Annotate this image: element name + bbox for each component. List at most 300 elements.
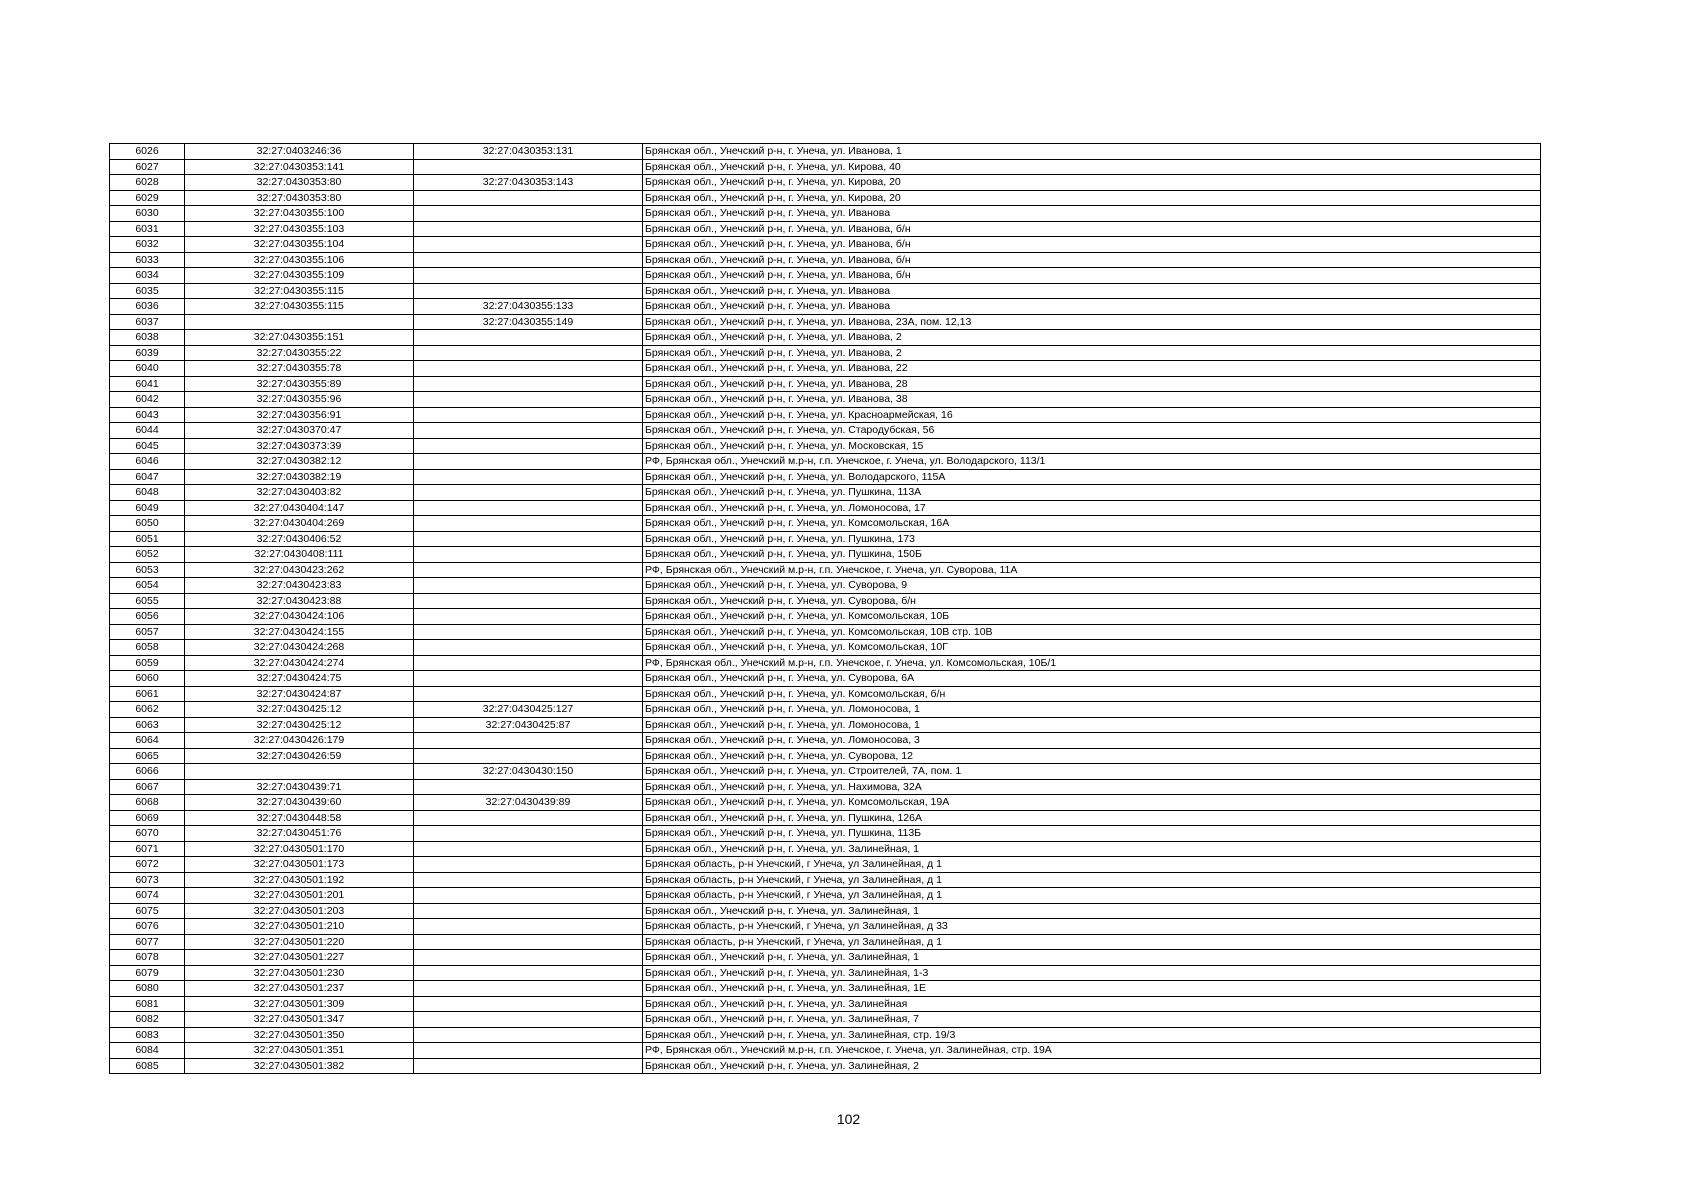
part-cadastral-number-cell [414, 206, 643, 222]
part-cadastral-number-cell [414, 252, 643, 268]
table-row [110, 407, 1541, 423]
row-number-cell: 6049 [110, 500, 185, 516]
address-cell: Брянская обл., Унечский р-н, г. Унеча, ул. Кирова, 20 [643, 175, 1541, 191]
row-number-cell: 6043 [110, 407, 185, 423]
table-row [110, 934, 1541, 950]
part-cadastral-number-cell [414, 981, 643, 997]
row-number-cell: 6080 [110, 981, 185, 997]
row-number-cell: 6052 [110, 547, 185, 563]
cadastral-number-cell: 32:27:0430373:39 [185, 438, 414, 454]
table-row [110, 237, 1541, 253]
part-cadastral-number-cell [414, 190, 643, 206]
row-number-cell: 6073 [110, 872, 185, 888]
part-cadastral-number-cell: 32:27:0430353:143 [414, 175, 643, 191]
table-row [110, 1027, 1541, 1043]
address-cell: Брянская обл., Унечский р-н, г. Унеча, ул. Суворова, 6А [643, 671, 1541, 687]
cadastral-number-cell: 32:27:0430448:58 [185, 810, 414, 826]
part-cadastral-number-cell [414, 671, 643, 687]
row-number-cell: 6047 [110, 469, 185, 485]
table-row [110, 454, 1541, 470]
part-cadastral-number-cell [414, 903, 643, 919]
part-cadastral-number-cell: 32:27:0430355:133 [414, 299, 643, 315]
row-number-cell: 6035 [110, 283, 185, 299]
cadastral-number-cell: 32:27:0430424:106 [185, 609, 414, 625]
cadastral-number-cell: 32:27:0430501:192 [185, 872, 414, 888]
table-row [110, 1058, 1541, 1074]
row-number-cell: 6034 [110, 268, 185, 284]
cadastral-number-cell: 32:27:0430425:12 [185, 702, 414, 718]
table-row [110, 221, 1541, 237]
part-cadastral-number-cell [414, 578, 643, 594]
row-number-cell: 6058 [110, 640, 185, 656]
table-row [110, 516, 1541, 532]
part-cadastral-number-cell [414, 500, 643, 516]
table-row [110, 903, 1541, 919]
cadastral-number-cell: 32:27:0430355:103 [185, 221, 414, 237]
cadastral-number-cell: 32:27:0430423:262 [185, 562, 414, 578]
part-cadastral-number-cell [414, 965, 643, 981]
table-row [110, 330, 1541, 346]
row-number-cell: 6030 [110, 206, 185, 222]
table-row [110, 888, 1541, 904]
cadastral-number-cell: 32:27:0430356:91 [185, 407, 414, 423]
cadastral-number-cell: 32:27:0430439:71 [185, 779, 414, 795]
address-cell: Брянская обл., Унечский р-н, г. Унеча, ул. Залинейная [643, 996, 1541, 1012]
address-cell: Брянская обл., Унечский р-н, г. Унеча, ул. Иванова, 38 [643, 392, 1541, 408]
part-cadastral-number-cell [414, 237, 643, 253]
address-cell: Брянская обл., Унечский р-н, г. Унеча, ул. Пушкина, 126А [643, 810, 1541, 826]
address-cell: РФ, Брянская обл., Унечский м.р-н, г.п. Унечское, г. Унеча, ул. Володарского, 113/1 [643, 454, 1541, 470]
part-cadastral-number-cell [414, 516, 643, 532]
cadastral-number-cell: 32:27:0430424:274 [185, 655, 414, 671]
cadastral-number-cell: 32:27:0430382:19 [185, 469, 414, 485]
cadastral-number-cell: 32:27:0430355:109 [185, 268, 414, 284]
address-cell: Брянская обл., Унечский р-н, г. Унеча, ул. Иванова, б/н [643, 268, 1541, 284]
table-row [110, 919, 1541, 935]
table-row [110, 826, 1541, 842]
cadastral-number-cell: 32:27:0430355:89 [185, 376, 414, 392]
table-row [110, 624, 1541, 640]
row-number-cell: 6085 [110, 1058, 185, 1074]
row-number-cell: 6069 [110, 810, 185, 826]
address-cell: Брянская обл., Унечский р-н, г. Унеча, ул. Залинейная, 1 [643, 903, 1541, 919]
cadastral-number-cell: 32:27:0430403:82 [185, 485, 414, 501]
cadastral-number-cell: 32:27:0430424:87 [185, 686, 414, 702]
address-cell: Брянская обл., Унечский р-н, г. Унеча, ул. Иванова [643, 299, 1541, 315]
table-row [110, 764, 1541, 780]
part-cadastral-number-cell [414, 934, 643, 950]
address-cell: Брянская обл., Унечский р-н, г. Унеча, ул. Ломоносова, 1 [643, 717, 1541, 733]
address-cell: Брянская обл., Унечский р-н, г. Унеча, ул. Красноармейская, 16 [643, 407, 1541, 423]
part-cadastral-number-cell [414, 919, 643, 935]
cadastral-number-cell: 32:27:0430353:80 [185, 175, 414, 191]
table-row [110, 965, 1541, 981]
row-number-cell: 6070 [110, 826, 185, 842]
address-cell: Брянская обл., Унечский р-н, г. Унеча, ул. Суворова, б/н [643, 593, 1541, 609]
cadastral-number-cell: 32:27:0430425:12 [185, 717, 414, 733]
row-number-cell: 6068 [110, 795, 185, 811]
table-row [110, 190, 1541, 206]
part-cadastral-number-cell [414, 531, 643, 547]
address-cell: Брянская обл., Унечский р-н, г. Унеча, ул. Комсомольская, б/н [643, 686, 1541, 702]
cadastral-number-cell: 32:27:0430501:382 [185, 1058, 414, 1074]
table-row [110, 562, 1541, 578]
cadastral-number-cell: 32:27:0430355:115 [185, 299, 414, 315]
cadastral-number-cell: 32:27:0430501:347 [185, 1012, 414, 1028]
cadastral-number-cell: 32:27:0430501:170 [185, 841, 414, 857]
table-row [110, 345, 1541, 361]
address-cell: Брянская обл., Унечский р-н, г. Унеча, ул. Залинейная, 1 [643, 841, 1541, 857]
address-cell: Брянская обл., Унечский р-н, г. Унеча, ул. Нахимова, 32А [643, 779, 1541, 795]
address-cell: Брянская обл., Унечский р-н, г. Унеча, ул. Иванова [643, 283, 1541, 299]
part-cadastral-number-cell [414, 888, 643, 904]
address-cell: Брянская обл., Унечский р-н, г. Унеча, ул. Иванова, б/н [643, 252, 1541, 268]
cadastral-number-cell: 32:27:0430501:227 [185, 950, 414, 966]
address-cell: Брянская обл., Унечский р-н, г. Унеча, ул. Пушкина, 173 [643, 531, 1541, 547]
table-row [110, 578, 1541, 594]
address-cell: Брянская обл., Унечский р-н, г. Унеча, ул. Иванова, 22 [643, 361, 1541, 377]
table-row [110, 810, 1541, 826]
part-cadastral-number-cell: 32:27:0430430:150 [414, 764, 643, 780]
address-cell: Брянская обл., Унечский р-н, г. Унеча, ул. Пушкина, 150Б [643, 547, 1541, 563]
cadastral-number-cell: 32:27:0430355:151 [185, 330, 414, 346]
address-cell: Брянская обл., Унечский р-н, г. Унеча, ул. Строителей, 7А, пом. 1 [643, 764, 1541, 780]
address-cell: Брянская обл., Унечский р-н, г. Унеча, ул. Залинейная, 1-3 [643, 965, 1541, 981]
row-number-cell: 6054 [110, 578, 185, 594]
row-number-cell: 6060 [110, 671, 185, 687]
address-cell: Брянская обл., Унечский р-н, г. Унеча, ул. Комсомольская, 10Б [643, 609, 1541, 625]
address-cell: Брянская обл., Унечский р-н, г. Унеча, ул. Иванова, 28 [643, 376, 1541, 392]
address-cell: Брянская обл., Унечский р-н, г. Унеча, ул. Комсомольская, 19А [643, 795, 1541, 811]
cadastral-number-cell: 32:27:0430355:78 [185, 361, 414, 377]
row-number-cell: 6056 [110, 609, 185, 625]
address-cell: Брянская обл., Унечский р-н, г. Унеча, ул. Ломоносова, 17 [643, 500, 1541, 516]
table-row [110, 376, 1541, 392]
cadastral-number-cell: 32:27:0430424:155 [185, 624, 414, 640]
address-cell: Брянская обл., Унечский р-н, г. Унеча, ул. Залинейная, 1 [643, 950, 1541, 966]
cadastral-number-cell: 32:27:0430353:141 [185, 159, 414, 175]
address-cell: Брянская область, р-н Унечский, г Унеча, ул Залинейная, д 1 [643, 934, 1541, 950]
table-row [110, 686, 1541, 702]
cadastral-number-cell: 32:27:0430424:268 [185, 640, 414, 656]
table-row [110, 144, 1541, 160]
cadastral-number-cell: 32:27:0430501:350 [185, 1027, 414, 1043]
part-cadastral-number-cell [414, 1027, 643, 1043]
row-number-cell: 6076 [110, 919, 185, 935]
part-cadastral-number-cell: 32:27:0430353:131 [414, 144, 643, 160]
address-cell: Брянская обл., Унечский р-н, г. Унеча, ул. Комсомольская, 16А [643, 516, 1541, 532]
row-number-cell: 6066 [110, 764, 185, 780]
part-cadastral-number-cell [414, 826, 643, 842]
table-row [110, 283, 1541, 299]
cadastral-number-cell: 32:27:0430355:106 [185, 252, 414, 268]
row-number-cell: 6042 [110, 392, 185, 408]
row-number-cell: 6065 [110, 748, 185, 764]
address-cell: Брянская обл., Унечский р-н, г. Унеча, ул. Иванова, 2 [643, 330, 1541, 346]
part-cadastral-number-cell: 32:27:0430425:87 [414, 717, 643, 733]
row-number-cell: 6059 [110, 655, 185, 671]
row-number-cell: 6045 [110, 438, 185, 454]
address-cell: Брянская обл., Унечский р-н, г. Унеча, ул. Залинейная, 1Е [643, 981, 1541, 997]
part-cadastral-number-cell [414, 810, 643, 826]
part-cadastral-number-cell [414, 469, 643, 485]
part-cadastral-number-cell [414, 361, 643, 377]
part-cadastral-number-cell [414, 748, 643, 764]
table-row [110, 268, 1541, 284]
address-cell: Брянская обл., Унечский р-н, г. Унеча, ул. Суворова, 9 [643, 578, 1541, 594]
cadastral-number-cell: 32:27:0430353:80 [185, 190, 414, 206]
address-cell: РФ, Брянская обл., Унечский м.р-н, г.п. Унечское, г. Унеча, ул. Суворова, 11А [643, 562, 1541, 578]
address-cell: Брянская обл., Унечский р-н, г. Унеча, ул. Залинейная, 7 [643, 1012, 1541, 1028]
address-cell: Брянская обл., Унечский р-н, г. Унеча, ул. Иванова, 2 [643, 345, 1541, 361]
address-cell: Брянская обл., Унечский р-н, г. Унеча, ул. Залинейная, 2 [643, 1058, 1541, 1074]
part-cadastral-number-cell [414, 283, 643, 299]
row-number-cell: 6039 [110, 345, 185, 361]
address-cell: Брянская обл., Унечский р-н, г. Унеча, ул. Иванова, б/н [643, 237, 1541, 253]
table-row [110, 1043, 1541, 1059]
table-row [110, 872, 1541, 888]
cadastral-number-cell: 32:27:0430426:59 [185, 748, 414, 764]
address-cell: Брянская область, р-н Унечский, г Унеча, ул Залинейная, д 1 [643, 872, 1541, 888]
part-cadastral-number-cell: 32:27:0430439:89 [414, 795, 643, 811]
cadastral-number-cell: 32:27:0430501:203 [185, 903, 414, 919]
address-cell: Брянская обл., Унечский р-н, г. Унеча, ул. Володарского, 115А [643, 469, 1541, 485]
cadastral-number-cell: 32:27:0430355:22 [185, 345, 414, 361]
table-row [110, 500, 1541, 516]
row-number-cell: 6071 [110, 841, 185, 857]
row-number-cell: 6050 [110, 516, 185, 532]
table-row [110, 702, 1541, 718]
part-cadastral-number-cell [414, 268, 643, 284]
table-row [110, 469, 1541, 485]
part-cadastral-number-cell [414, 841, 643, 857]
row-number-cell: 6033 [110, 252, 185, 268]
registry-table-body [110, 144, 1541, 1074]
part-cadastral-number-cell [414, 221, 643, 237]
part-cadastral-number-cell [414, 655, 643, 671]
cadastral-number-cell: 32:27:0430408:111 [185, 547, 414, 563]
row-number-cell: 6078 [110, 950, 185, 966]
table-row [110, 252, 1541, 268]
row-number-cell: 6041 [110, 376, 185, 392]
row-number-cell: 6031 [110, 221, 185, 237]
table-row [110, 159, 1541, 175]
cadastral-number-cell: 32:27:0430501:230 [185, 965, 414, 981]
row-number-cell: 6040 [110, 361, 185, 377]
part-cadastral-number-cell [414, 454, 643, 470]
table-row [110, 531, 1541, 547]
part-cadastral-number-cell [414, 686, 643, 702]
row-number-cell: 6057 [110, 624, 185, 640]
row-number-cell: 6046 [110, 454, 185, 470]
row-number-cell: 6067 [110, 779, 185, 795]
row-number-cell: 6051 [110, 531, 185, 547]
row-number-cell: 6026 [110, 144, 185, 160]
table-row [110, 640, 1541, 656]
address-cell: Брянская обл., Унечский р-н, г. Унеча, ул. Иванова [643, 206, 1541, 222]
address-cell: Брянская обл., Унечский р-н, г. Унеча, ул. Стародубская, 56 [643, 423, 1541, 439]
table-row [110, 609, 1541, 625]
cadastral-number-cell: 32:27:0403246:36 [185, 144, 414, 160]
table-row [110, 593, 1541, 609]
table-row [110, 438, 1541, 454]
table-row [110, 1012, 1541, 1028]
cadastral-number-cell: 32:27:0430424:75 [185, 671, 414, 687]
part-cadastral-number-cell [414, 1058, 643, 1074]
cadastral-number-cell: 32:27:0430501:220 [185, 934, 414, 950]
address-cell: Брянская обл., Унечский р-н, г. Унеча, ул. Иванова, 1 [643, 144, 1541, 160]
address-cell: Брянская обл., Унечский р-н, г. Унеча, ул. Ломоносова, 1 [643, 702, 1541, 718]
cadastral-number-cell: 32:27:0430406:52 [185, 531, 414, 547]
part-cadastral-number-cell [414, 624, 643, 640]
table-row [110, 950, 1541, 966]
address-cell: Брянская обл., Унечский р-н, г. Унеча, ул. Иванова, 23А, пом. 12,13 [643, 314, 1541, 330]
cadastral-number-cell: 32:27:0430501:173 [185, 857, 414, 873]
row-number-cell: 6028 [110, 175, 185, 191]
cadastral-number-cell: 32:27:0430355:100 [185, 206, 414, 222]
part-cadastral-number-cell: 32:27:0430425:127 [414, 702, 643, 718]
table-row [110, 981, 1541, 997]
cadastral-number-cell: 32:27:0430370:47 [185, 423, 414, 439]
part-cadastral-number-cell [414, 1012, 643, 1028]
address-cell: Брянская обл., Унечский р-н, г. Унеча, ул. Кирова, 20 [643, 190, 1541, 206]
address-cell: Брянская обл., Унечский р-н, г. Унеча, ул. Комсомольская, 10Г [643, 640, 1541, 656]
part-cadastral-number-cell [414, 593, 643, 609]
part-cadastral-number-cell [414, 438, 643, 454]
part-cadastral-number-cell [414, 376, 643, 392]
cadastral-number-cell: 32:27:0430451:76 [185, 826, 414, 842]
cadastral-number-cell: 32:27:0430404:269 [185, 516, 414, 532]
table-row [110, 392, 1541, 408]
table-row [110, 423, 1541, 439]
cadastral-number-cell [185, 314, 414, 330]
address-cell: Брянская обл., Унечский р-н, г. Унеча, ул. Кирова, 40 [643, 159, 1541, 175]
part-cadastral-number-cell [414, 485, 643, 501]
row-number-cell: 6048 [110, 485, 185, 501]
part-cadastral-number-cell [414, 392, 643, 408]
row-number-cell: 6037 [110, 314, 185, 330]
table-row [110, 206, 1541, 222]
part-cadastral-number-cell [414, 733, 643, 749]
table-row [110, 857, 1541, 873]
row-number-cell: 6082 [110, 1012, 185, 1028]
table-row [110, 547, 1541, 563]
part-cadastral-number-cell [414, 159, 643, 175]
part-cadastral-number-cell [414, 872, 643, 888]
table-row [110, 485, 1541, 501]
row-number-cell: 6064 [110, 733, 185, 749]
cadastral-number-cell: 32:27:0430501:210 [185, 919, 414, 935]
row-number-cell: 6081 [110, 996, 185, 1012]
cadastral-number-cell: 32:27:0430423:83 [185, 578, 414, 594]
row-number-cell: 6053 [110, 562, 185, 578]
address-cell: РФ, Брянская обл., Унечский м.р-н, г.п. Унечское, г. Унеча, ул. Комсомольская, 10Б/1 [643, 655, 1541, 671]
address-cell: Брянская обл., Унечский р-н, г. Унеча, ул. Пушкина, 113А [643, 485, 1541, 501]
cadastral-number-cell: 32:27:0430355:104 [185, 237, 414, 253]
cadastral-number-cell: 32:27:0430382:12 [185, 454, 414, 470]
row-number-cell: 6036 [110, 299, 185, 315]
address-cell: РФ, Брянская обл., Унечский м.р-н, г.п. Унечское, г. Унеча, ул. Залинейная, стр. 19А [643, 1043, 1541, 1059]
row-number-cell: 6075 [110, 903, 185, 919]
table-row [110, 717, 1541, 733]
row-number-cell: 6072 [110, 857, 185, 873]
part-cadastral-number-cell [414, 562, 643, 578]
part-cadastral-number-cell [414, 330, 643, 346]
part-cadastral-number-cell [414, 950, 643, 966]
cadastral-number-cell: 32:27:0430423:88 [185, 593, 414, 609]
address-cell: Брянская обл., Унечский р-н, г. Унеча, ул. Иванова, б/н [643, 221, 1541, 237]
row-number-cell: 6055 [110, 593, 185, 609]
table-row [110, 841, 1541, 857]
address-cell: Брянская область, р-н Унечский, г Унеча, ул Залинейная, д 33 [643, 919, 1541, 935]
row-number-cell: 6063 [110, 717, 185, 733]
row-number-cell: 6029 [110, 190, 185, 206]
cadastral-number-cell: 32:27:0430501:237 [185, 981, 414, 997]
part-cadastral-number-cell [414, 547, 643, 563]
address-cell: Брянская обл., Унечский р-н, г. Унеча, ул. Московская, 15 [643, 438, 1541, 454]
table-row [110, 779, 1541, 795]
table-row [110, 795, 1541, 811]
part-cadastral-number-cell [414, 407, 643, 423]
part-cadastral-number-cell [414, 640, 643, 656]
cadastral-number-cell: 32:27:0430426:179 [185, 733, 414, 749]
table-row [110, 314, 1541, 330]
table-row [110, 733, 1541, 749]
cadastral-number-cell [185, 764, 414, 780]
row-number-cell: 6027 [110, 159, 185, 175]
cadastral-number-cell: 32:27:0430404:147 [185, 500, 414, 516]
address-cell: Брянская обл., Унечский р-н, г. Унеча, ул. Суворова, 12 [643, 748, 1541, 764]
page-number: 102 [836, 1111, 861, 1127]
address-cell: Брянская обл., Унечский р-н, г. Унеча, ул. Ломоносова, 3 [643, 733, 1541, 749]
part-cadastral-number-cell: 32:27:0430355:149 [414, 314, 643, 330]
row-number-cell: 6032 [110, 237, 185, 253]
part-cadastral-number-cell [414, 345, 643, 361]
table-row [110, 671, 1541, 687]
table-row [110, 299, 1541, 315]
row-number-cell: 6083 [110, 1027, 185, 1043]
part-cadastral-number-cell [414, 857, 643, 873]
table-row [110, 748, 1541, 764]
address-cell: Брянская обл., Унечский р-н, г. Унеча, ул. Залинейная, стр. 19/3 [643, 1027, 1541, 1043]
row-number-cell: 6062 [110, 702, 185, 718]
table-row [110, 655, 1541, 671]
address-cell: Брянская область, р-н Унечский, г Унеча, ул Залинейная, д 1 [643, 888, 1541, 904]
row-number-cell: 6061 [110, 686, 185, 702]
part-cadastral-number-cell [414, 1043, 643, 1059]
table-row [110, 175, 1541, 191]
part-cadastral-number-cell [414, 996, 643, 1012]
address-cell: Брянская обл., Унечский р-н, г. Унеча, ул. Пушкина, 113Б [643, 826, 1541, 842]
part-cadastral-number-cell [414, 779, 643, 795]
cadastral-number-cell: 32:27:0430355:96 [185, 392, 414, 408]
address-cell: Брянская обл., Унечский р-н, г. Унеча, ул. Комсомольская, 10В стр. 10В [643, 624, 1541, 640]
row-number-cell: 6038 [110, 330, 185, 346]
row-number-cell: 6084 [110, 1043, 185, 1059]
row-number-cell: 6079 [110, 965, 185, 981]
cadastral-number-cell: 32:27:0430501:201 [185, 888, 414, 904]
cadastral-number-cell: 32:27:0430439:60 [185, 795, 414, 811]
part-cadastral-number-cell [414, 423, 643, 439]
address-cell: Брянская область, р-н Унечский, г Унеча, ул Залинейная, д 1 [643, 857, 1541, 873]
part-cadastral-number-cell [414, 609, 643, 625]
row-number-cell: 6044 [110, 423, 185, 439]
registry-table [109, 143, 1541, 1074]
table-row [110, 996, 1541, 1012]
cadastral-number-cell: 32:27:0430355:115 [185, 283, 414, 299]
cadastral-number-cell: 32:27:0430501:351 [185, 1043, 414, 1059]
row-number-cell: 6074 [110, 888, 185, 904]
